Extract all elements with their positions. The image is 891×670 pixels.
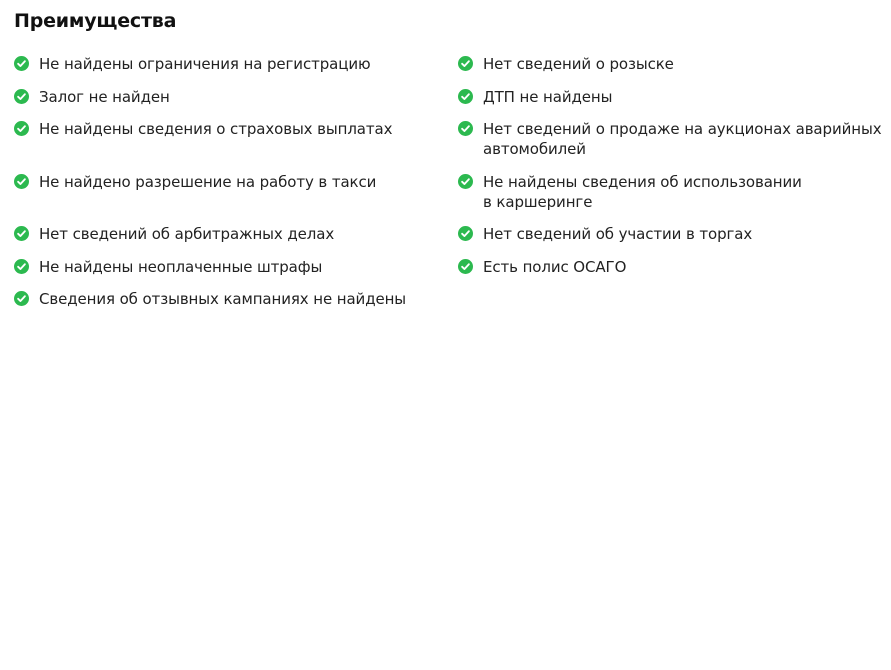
advantage-label: Не найдено разрешение на работу в такси (39, 173, 377, 191)
advantage-item-trading (458, 224, 891, 244)
check-circle-icon (14, 226, 29, 241)
advantage-item-recall-campaigns (14, 289, 444, 309)
check-circle-icon (14, 121, 29, 136)
check-circle-icon (458, 121, 473, 136)
advantage-item-carsharing (458, 172, 891, 212)
advantage-item-accidents (458, 87, 891, 107)
advantage-item-osago-policy (458, 257, 891, 277)
advantage-item-pledge (14, 87, 444, 107)
check-circle-icon (14, 56, 29, 71)
advantage-label: Сведения об отзывных кампаниях не найдены (39, 290, 407, 308)
check-circle-icon (458, 56, 473, 71)
advantage-item-unpaid-fines (14, 257, 444, 277)
check-circle-icon (14, 174, 29, 189)
advantage-label: Не найдены неоплаченные штрафы (39, 258, 323, 276)
advantage-item-taxi-permit (14, 172, 444, 192)
advantage-label: Нет сведений об участии в торгах (483, 225, 753, 243)
advantages-section (14, 8, 891, 308)
advantage-label: Не найдены сведения о страховых выплатах (39, 120, 393, 138)
advantage-item-registration-restrictions (14, 54, 444, 74)
advantage-label: Нет сведений о розыске (483, 55, 674, 73)
advantage-label: Есть полис ОСАГО (483, 258, 627, 276)
check-circle-icon (458, 226, 473, 241)
check-circle-icon (458, 89, 473, 104)
advantage-label: Залог не найден (39, 88, 170, 106)
advantage-label: Нет сведений об арбитражных делах (39, 225, 335, 243)
section-title: Преимущества (14, 10, 177, 32)
check-circle-icon (14, 259, 29, 274)
advantage-label: Нет сведений о продаже на аукционах аварийных автомобилей (483, 120, 882, 158)
advantage-item-wanted (458, 54, 891, 74)
advantage-item-salvage-auctions (458, 119, 891, 159)
advantage-label: ДТП не найдены (483, 88, 613, 106)
check-circle-icon (14, 291, 29, 306)
check-circle-icon (14, 89, 29, 104)
check-circle-icon (458, 174, 473, 189)
advantage-label: Не найдены сведения об использовании в каршеринге (483, 173, 802, 211)
check-circle-icon (458, 259, 473, 274)
advantage-item-arbitration-cases (14, 224, 444, 244)
advantage-item-insurance-payments (14, 119, 444, 139)
advantage-label: Не найдены ограничения на регистрацию (39, 55, 371, 73)
